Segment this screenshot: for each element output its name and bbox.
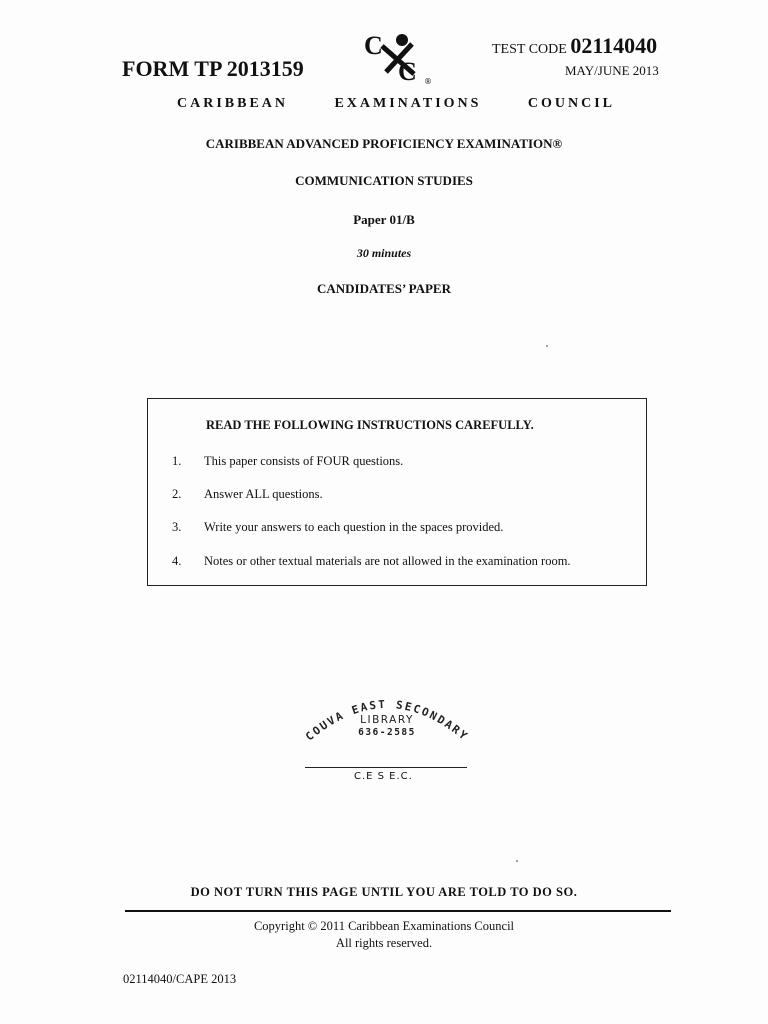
council-word: CARIBBEAN — [177, 96, 289, 111]
subject-name: COMMUNICATION STUDIES — [295, 173, 473, 188]
council-name — [177, 96, 615, 112]
instructions-box — [147, 398, 647, 586]
instruction-number: 2. — [172, 487, 182, 501]
signature: C.E S E.C. — [354, 771, 413, 782]
document-type: CANDIDATES’ PAPER — [317, 281, 451, 296]
svg-text:C: C — [398, 57, 417, 86]
stamp-library: LIBRARY — [360, 714, 414, 726]
signature-line — [305, 767, 467, 768]
instruction-text: Write your answers to each question in the spaces provided. — [204, 520, 504, 534]
instruction-number: 4. — [172, 554, 182, 568]
library-stamp — [292, 684, 482, 756]
cxc-logo — [362, 28, 434, 86]
instruction-text: Notes or other textual materials are not allowed in the examination room. — [204, 554, 571, 568]
footer-rule — [125, 910, 671, 912]
paper-number: Paper 01/B — [353, 212, 415, 227]
form-number: FORM TP 2013159 — [122, 56, 304, 81]
stamp-arc-text: COUVA EAST SECONDARY — [303, 697, 471, 744]
council-word: COUNCIL — [527, 96, 615, 111]
examination-name: CARIBBEAN ADVANCED PROFICIENCY EXAMINATION® — [205, 136, 563, 151]
test-code-label: TEST CODE — [492, 42, 567, 57]
registered-mark: ® — [424, 77, 432, 86]
rights-reserved: All rights reserved. — [335, 936, 433, 950]
council-word: EXAMINATIONS — [334, 96, 482, 111]
test-code — [492, 33, 657, 59]
copyright-notice: Copyright © 2011 Caribbean Examinations Council — [253, 919, 515, 933]
footer-code: 02114040/CAPE 2013 — [123, 972, 237, 986]
exam-session: MAY/JUNE 2013 — [565, 63, 659, 78]
instruction-number: 1. — [172, 454, 182, 468]
test-code-value: 02114040 — [570, 33, 658, 58]
stamp-phone: 636-2585 — [358, 727, 416, 738]
instruction-text: Answer ALL questions. — [204, 487, 323, 501]
turn-page-warning: DO NOT TURN THIS PAGE UNTIL YOU ARE TOLD TO DO SO. — [190, 885, 578, 899]
scan-speck — [546, 345, 548, 347]
instruction-text: This paper consists of FOUR questions. — [204, 454, 404, 468]
instructions-title: READ THE FOLLOWING INSTRUCTIONS CAREFULLY. — [206, 418, 534, 432]
scan-speck — [516, 860, 518, 862]
svg-text:C: C — [364, 31, 383, 60]
exam-duration: 30 minutes — [356, 246, 412, 260]
instruction-number: 3. — [172, 520, 182, 534]
